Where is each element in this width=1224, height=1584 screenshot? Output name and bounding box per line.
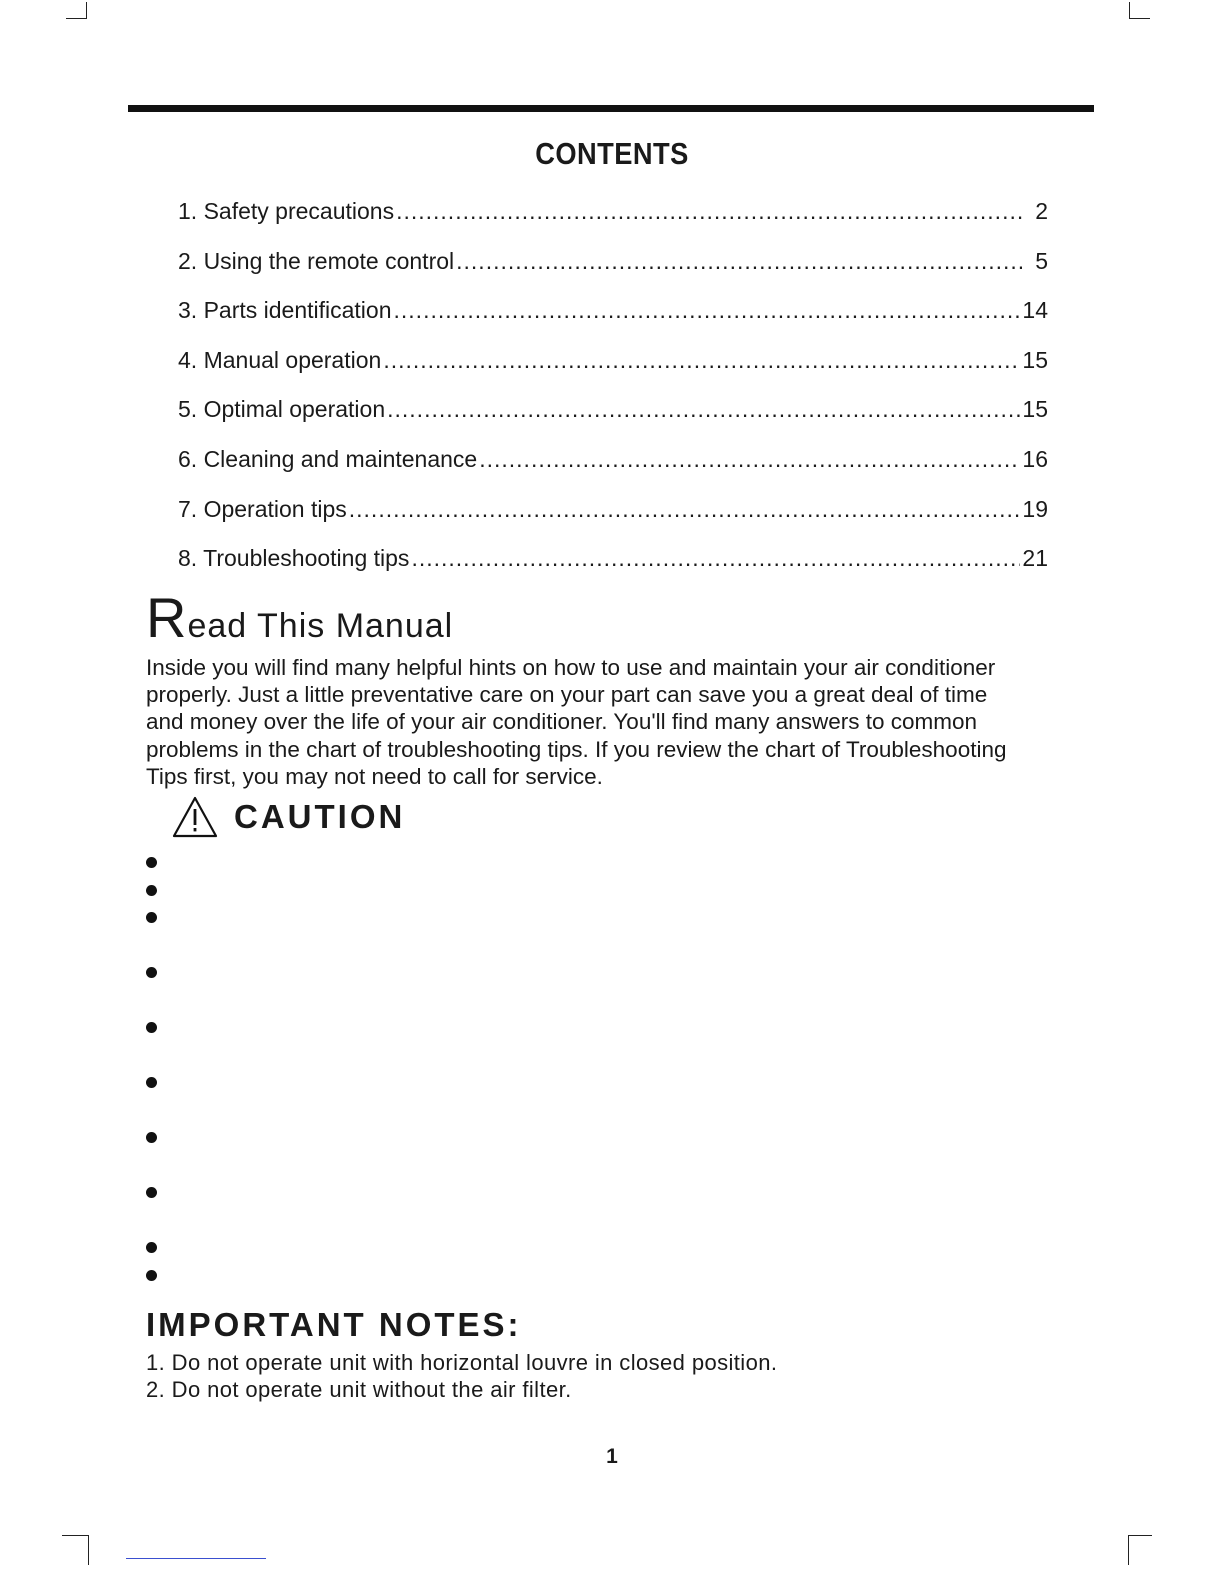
crop-mark-top-left <box>86 2 87 19</box>
caution-bullet <box>146 1242 157 1253</box>
toc-item-page: 14 <box>1022 297 1048 324</box>
important-note: 2. Do not operate unit without the air filter. <box>146 1377 572 1402</box>
intro-line: properly. Just a little preventative care on your part can save you a great deal of time <box>146 682 988 708</box>
toc-item[interactable] <box>178 441 1048 491</box>
caution-bullet <box>146 1187 157 1198</box>
crop-mark-bottom-left <box>62 1535 89 1536</box>
crop-mark-bottom-right <box>1128 1535 1152 1536</box>
intro-line: Inside you will find many helpful hints on how to use and maintain your air conditioner <box>146 655 996 680</box>
caution-bullet <box>146 1132 157 1143</box>
toc-item-title: 8. Troubleshooting tips <box>178 545 410 572</box>
toc-item[interactable] <box>178 292 1048 342</box>
caution-label: CAUTION <box>234 798 406 835</box>
toc-item-page: 21 <box>1022 545 1048 572</box>
important-notes-heading: IMPORTANT NOTES: <box>146 1306 522 1343</box>
toc-leader <box>383 342 1020 378</box>
toc-item-title: 5. Optimal operation <box>178 396 386 423</box>
caution-bullet <box>146 885 157 896</box>
toc-item-title: 4. Manual operation <box>178 346 382 373</box>
toc-item[interactable] <box>178 243 1048 293</box>
link-underline[interactable] <box>126 1558 266 1559</box>
toc-item-page: 15 <box>1022 346 1048 373</box>
intro-paragraph <box>146 654 1081 790</box>
important-note: 1. Do not operate unit with horizontal louvre in closed position. <box>146 1350 778 1375</box>
toc-item-title: 7. Operation tips <box>178 495 347 522</box>
toc-item-title: 2. Using the remote control <box>178 247 455 274</box>
toc-item[interactable] <box>178 540 1048 590</box>
contents-title: CONTENTS <box>535 136 689 171</box>
read-manual-heading-rest: ead This Manual <box>187 607 454 645</box>
intro-line: and money over the life of your air conditioner. You'll find many answers to common <box>146 709 977 735</box>
caution-heading <box>172 796 405 838</box>
intro-line: Tips first, you may not need to call for service. <box>146 763 603 789</box>
table-of-contents <box>178 193 1048 590</box>
toc-leader <box>411 540 1020 576</box>
toc-item[interactable] <box>178 491 1048 541</box>
caution-bullet <box>146 857 157 868</box>
toc-item-title: 3. Parts identification <box>178 297 392 324</box>
intro-line: problems in the chart of troubleshooting tips. If you review the chart of Troubleshooting <box>146 736 1007 762</box>
crop-mark-top-right <box>1129 2 1130 19</box>
toc-leader <box>394 292 1021 328</box>
toc-item[interactable] <box>178 193 1048 243</box>
toc-item-page: 16 <box>1022 445 1048 472</box>
top-rule <box>128 105 1094 112</box>
toc-item-page: 5 <box>1035 247 1048 274</box>
toc-leader <box>479 441 1020 477</box>
crop-mark-bottom-right <box>1128 1535 1129 1565</box>
toc-item[interactable] <box>178 391 1048 441</box>
toc-item-page: 2 <box>1035 198 1048 224</box>
page-number: 1 <box>606 1445 618 1468</box>
toc-leader <box>349 491 1021 527</box>
toc-item-page: 15 <box>1022 396 1048 423</box>
crop-mark-top-left <box>66 18 87 19</box>
toc-leader <box>456 243 1022 279</box>
crop-mark-top-right <box>1129 18 1150 19</box>
toc-item[interactable] <box>178 342 1048 392</box>
caution-bullet <box>146 967 157 978</box>
caution-bullet <box>146 1022 157 1033</box>
warning-triangle-icon <box>172 796 218 838</box>
toc-leader <box>387 391 1020 427</box>
toc-leader <box>396 193 1022 229</box>
crop-mark-bottom-left <box>88 1535 89 1565</box>
toc-item-title: 6. Cleaning and maintenance <box>178 445 478 472</box>
caution-bullet <box>146 1270 157 1281</box>
toc-item-title: 1. Safety precautions <box>178 198 395 224</box>
read-manual-heading <box>146 585 453 650</box>
caution-bullet <box>146 1077 157 1088</box>
caution-bullet <box>146 912 157 923</box>
toc-item-page: 19 <box>1022 495 1048 522</box>
read-manual-initial: R <box>146 586 188 649</box>
